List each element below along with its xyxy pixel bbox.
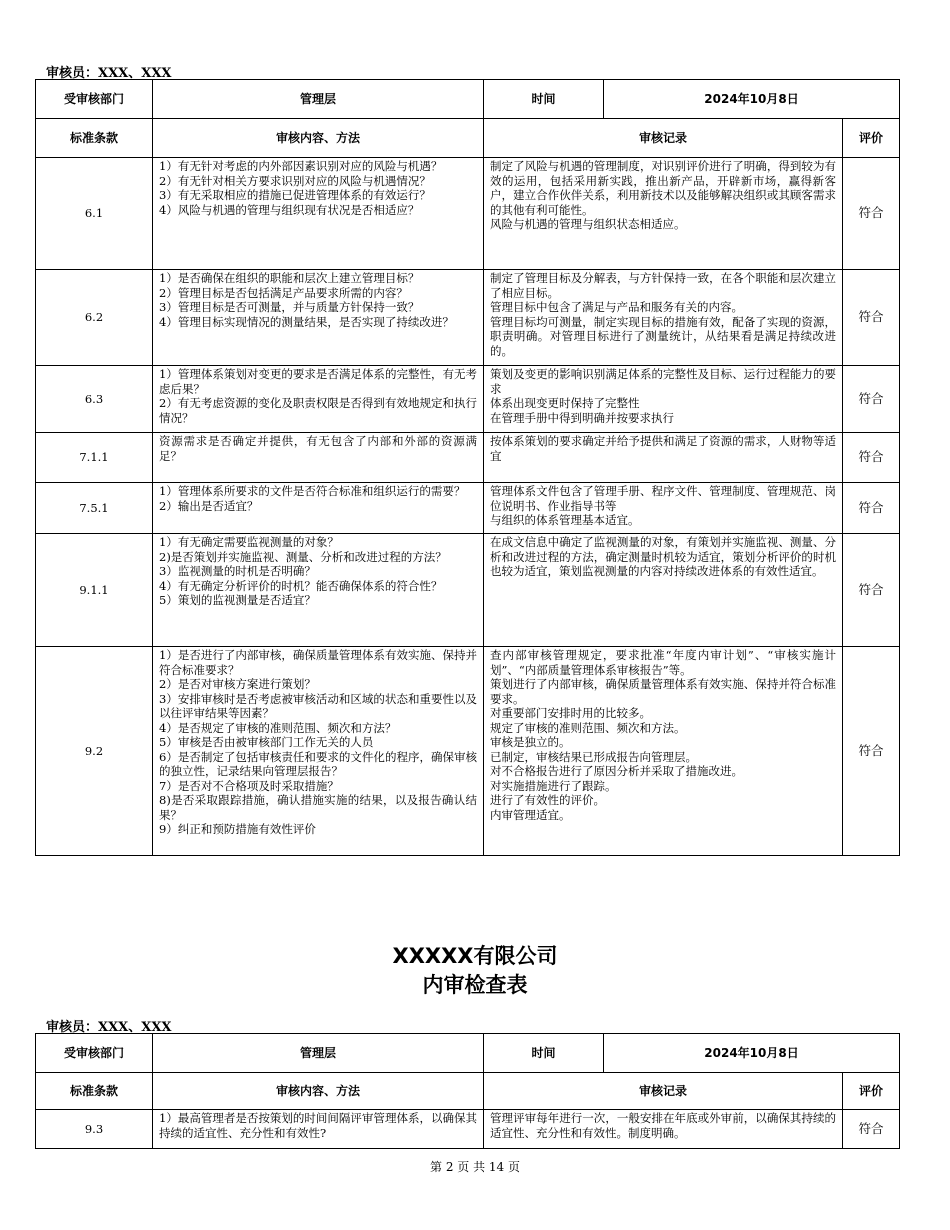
record-cell: 策划及变更的影响识别满足体系的完整性及目标、运行过程能力的要求 体系出现变更时保持了完整性 在管理手册中得到明确并按要求执行: [484, 366, 843, 433]
column-header-row: [36, 119, 900, 158]
clause-cell: 7.5.1: [36, 483, 153, 534]
table-row: [36, 647, 900, 856]
clause-cell: 7.1.1: [36, 433, 153, 483]
content-cell: 1）管理体系所要求的文件是否符合标准和组织运行的需要？ 2）输出是否适宜？: [153, 483, 484, 534]
clause-cell: 9.2: [36, 647, 153, 856]
grade-cell: 符合: [843, 534, 900, 647]
grade-cell: 符合: [843, 366, 900, 433]
time-value: 2024年10月8日: [604, 80, 900, 119]
auditor-line-2: 审核员：XXX、XXX: [46, 1020, 172, 1035]
table-row: [36, 433, 900, 483]
document-title: 内审检查表: [422, 973, 528, 997]
audit-table-2: [35, 1033, 900, 1149]
content-cell: 1）有无确定需要监视测量的对象？ 2)是否策划并实施监视、测量、分析和改进过程的方法？ 3）监视测量的时机是否明确？ 4）有无确定分析评价的时机？能否确保体系的符合性？ 5）策划的监视测量是否适宜？: [153, 534, 484, 647]
content-cell: 1）是否进行了内部审核，确保质量管理体系有效实施、保持并符合标准要求？ 2）是否对审核方案进行策划？ 3）安排审核时是否考虑被审核活动和区域的状态和重要性以及以往评审结果等因素？ 4）是否规定了审核的准则范围、频次和方法？ 5）审核是否由被审核部门工作无关的人员 6）是否制定了包括审核责任和要求的文件化的程序，确保审核的独立性，记录结果向管理层报告？ 7）是否对不合格项及时采取措施？ 8)是否采取跟踪措施，确认措施实施的结果，以及报告确认结果？ 9）纠正和预防措施有效性评价: [153, 647, 484, 856]
grade-cell: 符合: [843, 647, 900, 856]
dept-value: 管理层: [153, 1034, 484, 1073]
column-header-row: [36, 1073, 900, 1110]
page-footer: 第 2 页 共 14 页: [430, 1160, 520, 1174]
table-row: [36, 534, 900, 647]
clause-cell: 6.2: [36, 270, 153, 366]
clause-cell: 6.1: [36, 158, 153, 270]
time-value: 2024年10月8日: [604, 1034, 900, 1073]
grade-cell: 符合: [843, 270, 900, 366]
table-row: [36, 270, 900, 366]
time-label: 时间: [484, 80, 604, 119]
info-row: [36, 1034, 900, 1073]
grade-cell: 符合: [843, 433, 900, 483]
table-row: [36, 1110, 900, 1149]
content-cell: 资源需求是否确定并提供，有无包含了内部和外部的资源满足？: [153, 433, 484, 483]
col-clause-header: 标准条款: [36, 1073, 153, 1110]
col-grade-header: 评价: [843, 119, 900, 158]
record-cell: 制定了风险与机遇的管理制度，对识别评价进行了明确，得到较为有效的运用，包括采用新实践，推出新产品，开辟新市场，赢得新客户，建立合作伙伴关系，利用新技术以及能够解决组织或其顾客需求的其他有利可能性。 风险与机遇的管理与组织状态相适应。: [484, 158, 843, 270]
col-clause-header: 标准条款: [36, 119, 153, 158]
clause-cell: 9.3: [36, 1110, 153, 1149]
record-cell: 管理体系文件包含了管理手册、程序文件、管理制度、管理规范、岗位说明书、作业指导书等 与组织的体系管理基本适宜。: [484, 483, 843, 534]
company-title: XXXXX有限公司: [392, 944, 558, 968]
record-cell: 查内部审核管理规定，要求批准“年度内审计划”、“审核实施计划”、“内部质量管理体系审核报告”等。 策划进行了内部审核，确保质量管理体系有效实施、保持并符合标准要求。 对重要部门安排时用的比较多。 规定了审核的准则范围、频次和方法。 审核是独立的。 已制定，审核结果已形成报告向管理层。 对不合格报告进行了原因分析并采取了措施改进。 对实施措施进行了跟踪。 进行了有效性的评价。 内审管理适宜。: [484, 647, 843, 856]
col-method-header: 审核内容、方法: [153, 1073, 484, 1110]
table-row: [36, 366, 900, 433]
col-record-header: 审核记录: [484, 1073, 843, 1110]
col-record-header: 审核记录: [484, 119, 843, 158]
col-grade-header: 评价: [843, 1073, 900, 1110]
info-row: [36, 80, 900, 119]
record-cell: 制定了管理目标及分解表，与方针保持一致，在各个职能和层次建立了相应目标。 管理目标中包含了满足与产品和服务有关的内容。 管理目标均可测量，制定实现目标的措施有效，配备了实现的资源，职责明确。对管理目标进行了测量统计，从结果看是满足持续改进的。: [484, 270, 843, 366]
grade-cell: 符合: [843, 1110, 900, 1149]
dept-label: 受审核部门: [36, 1034, 153, 1073]
content-cell: 1）有无针对考虑的内外部因素识别对应的风险与机遇？ 2）有无针对相关方要求识别对应的风险与机遇情况？ 3）有无采取相应的措施已促进管理体系的有效运行？ 4）风险与机遇的管理与组织现有状况是否相适应？: [153, 158, 484, 270]
record-cell: 按体系策划的要求确定并给予提供和满足了资源的需求，人财物等适宜: [484, 433, 843, 483]
auditor-line: 审核员：XXX、XXX: [46, 66, 172, 81]
dept-value: 管理层: [153, 80, 484, 119]
col-method-header: 审核内容、方法: [153, 119, 484, 158]
clause-cell: 9.1.1: [36, 534, 153, 647]
clause-cell: 6.3: [36, 366, 153, 433]
record-cell: 在成文信息中确定了监视测量的对象，有策划并实施监视、测量、分析和改进过程的方法，确定测量时机较为适宜，策划分析评价的时机也较为适宜，策划监视测量的内容对持续改进体系的有效性适宜。: [484, 534, 843, 647]
content-cell: 1）是否确保在组织的职能和层次上建立管理目标？ 2）管理目标是否包括满足产品要求所需的内容？ 3）管理目标是否可测量，并与质量方针保持一致？ 4）管理目标实现情况的测量结果，是否实现了持续改进？: [153, 270, 484, 366]
table-row: [36, 483, 900, 534]
grade-cell: 符合: [843, 483, 900, 534]
content-cell: 1）最高管理者是否按策划的时间间隔评审管理体系，以确保其持续的适宜性、充分性和有效性?: [153, 1110, 484, 1149]
record-cell: 管理评审每年进行一次，一般安排在年底或外审前，以确保其持续的适宜性、充分性和有效性。制度明确。: [484, 1110, 843, 1149]
dept-label: 受审核部门: [36, 80, 153, 119]
audit-table: [35, 79, 900, 856]
grade-cell: 符合: [843, 158, 900, 270]
content-cell: 1）管理体系策划对变更的要求是否满足体系的完整性，有无考虑后果？ 2）有无考虑资源的变化及职责权限是否得到有效地规定和执行情况？: [153, 366, 484, 433]
time-label: 时间: [484, 1034, 604, 1073]
table-row: [36, 158, 900, 270]
